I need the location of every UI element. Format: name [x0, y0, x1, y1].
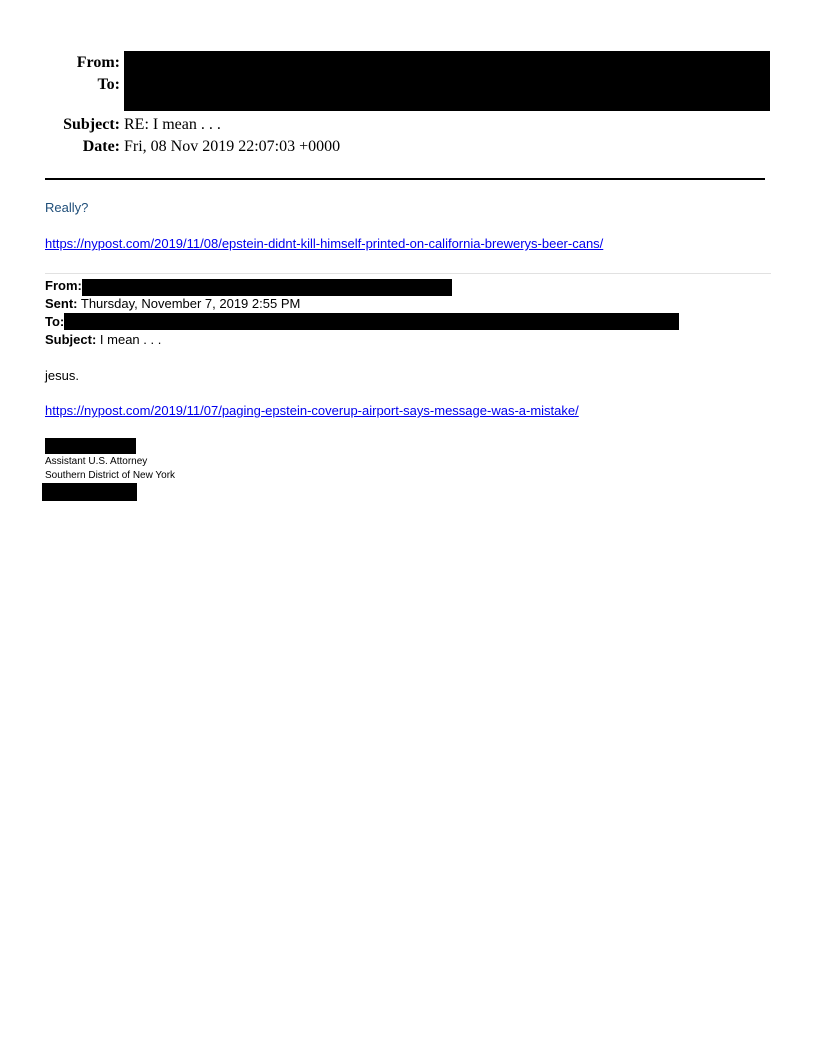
- quoted-to-line: [45, 313, 64, 331]
- quoted-to-redaction: [64, 313, 679, 330]
- quoted-sent-label: Sent:: [45, 296, 78, 311]
- quoted-subject-label: Subject:: [45, 332, 97, 347]
- reply-link[interactable]: https://nypost.com/2019/11/08/epstein-didnt-kill-himself-printed-on-california-brewerys-beer-cans/: [45, 236, 604, 251]
- header-subject-label: Subject:: [63, 116, 120, 133]
- quoted-body-text: jesus.: [45, 368, 79, 383]
- quoted-from-redaction: [82, 279, 452, 296]
- header-to-label: To:: [97, 76, 120, 93]
- header-from-label: From:: [76, 54, 120, 71]
- quoted-sent-value: Thursday, November 7, 2019 2:55 PM: [80, 296, 301, 311]
- quoted-subject-line: [45, 331, 161, 349]
- header-subject-value: RE: I mean . . .: [124, 116, 221, 133]
- quoted-sent-line: [45, 295, 300, 313]
- quoted-subject-value: I mean . . .: [99, 332, 162, 347]
- quoted-link[interactable]: https://nypost.com/2019/11/07/paging-epstein-coverup-airport-says-message-was-a-mistake/: [45, 403, 579, 418]
- signature-office: Southern District of New York: [45, 470, 176, 481]
- signature-title: Assistant U.S. Attorney: [45, 456, 148, 467]
- quoted-from-label: From:: [45, 278, 82, 293]
- header-date-label: Date:: [82, 138, 120, 155]
- header-divider: [45, 178, 765, 180]
- signature-name-redaction: [45, 438, 136, 454]
- header-redaction-block: [124, 51, 770, 111]
- quoted-from-line: [45, 277, 82, 295]
- signature-contact-redaction: [42, 483, 137, 501]
- reply-body-text: Really?: [45, 200, 89, 215]
- quoted-to-label: To:: [45, 314, 65, 329]
- header-date-value: Fri, 08 Nov 2019 22:07:03 +0000: [124, 138, 341, 155]
- quoted-message-divider: [45, 273, 771, 274]
